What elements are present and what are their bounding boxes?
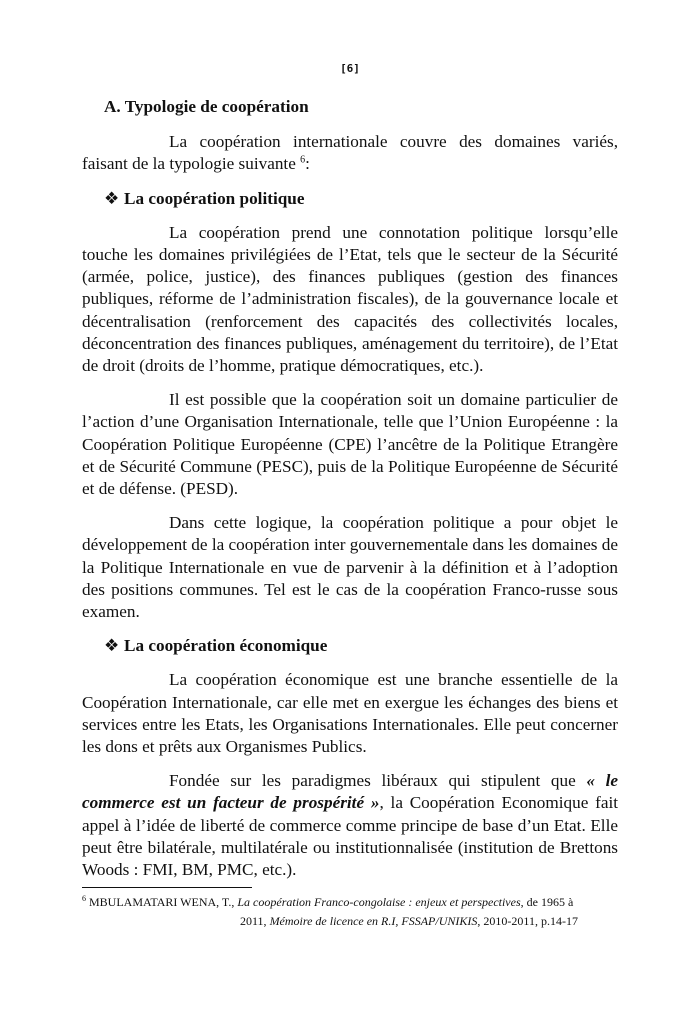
footnote-line-2 <box>82 912 622 931</box>
footnote-year: 2011, <box>240 913 267 928</box>
intro-tail: : <box>305 154 310 174</box>
paragraph: Il est possible que la coopération soit un domaine particulier de l’action d’une Organisation Internationale, telle que l’Union Européenne : la Coopération Politique Européenne (CPE) l’ancêtre de la Politique Etrangère et de Sécurité Commune (PESC), puis de la Politique Européenne de Sécurité et de défense. (PESD). <box>82 390 618 499</box>
intro-paragraph <box>82 131 618 175</box>
diamond-bullet-icon: ❖ <box>104 636 120 656</box>
footnote <box>82 893 622 930</box>
paragraph: La coopération économique est une branche essentielle de la Coopération Internationale, car elle met en exergue les échanges des biens et services entre les Etats, les Organisations Internationales. Elle peut concerner les dons et prêts aux Organismes Publics. <box>82 670 618 757</box>
footnote-line-1 <box>82 893 622 912</box>
page-number: [6] <box>340 62 360 75</box>
quotation: « le commerce est un facteur de prospérité » <box>82 771 619 813</box>
paragraph-with-quote <box>82 770 618 881</box>
footnote-reference[interactable]: 6 <box>300 154 306 166</box>
diamond-bullet-icon: ❖ <box>104 188 120 208</box>
paragraph-end: , la Coopération Economique fait appel à l’idée de liberté de commerce comme principe de base d’un Etat. Elle peut être bilatérale, multilatérale ou institutionnalisée (institution de Brettons Woods : FMI, BM, PMC, etc.). <box>82 793 618 880</box>
paragraph: Dans cette logique, la coopération politique a pour objet le développement de la coopération inter gouvernementale dans les domaines de la Politique Internationale en vue de parvenir à la définition et à l’adoption des positions communes. Tel est le cas de la coopération Franco-russe sous examen. <box>82 513 618 622</box>
footnote-period: , de 1965 à <box>520 895 574 909</box>
section-heading: A. Typologie de coopération <box>104 97 309 116</box>
subheading-politique <box>104 188 618 210</box>
intro-text: La coopération internationale couvre des domaines variés, faisant de la typologie suivante <box>82 132 618 174</box>
subheading-economique-title: La coopération économique <box>124 636 328 656</box>
footnote-title: La coopération Franco-congolaise : enjeux et perspectives <box>237 895 521 909</box>
footnote-rest: , 2010-2011, p.14-17 <box>477 913 578 928</box>
paragraph-start: Fondée sur les paradigmes libéraux qui stipulent que <box>169 771 576 791</box>
subheading-economique <box>104 635 618 657</box>
document-body <box>82 96 618 893</box>
paragraph: La coopération prend une connotation politique lorsqu’elle touche les domaines privilégiées de l’Etat, tels que le secteur de la Sécurité (armée, police, justice), des finances publiques (gestion des finances publiques, réforme de l’administration fiscales), de la gouvernance locale et décentralisation (renforcement des capacités des collectivités locales, déconcentration des finances publiques, aménagement du territoire), de l’Etat de droit (droits de l’homme, pratique démocratiques, etc.). <box>82 222 618 376</box>
footnote-memoire: Mémoire de licence en R.I, FSSAP/UNIKIS <box>269 913 478 928</box>
footnote-number: 6 <box>82 894 86 903</box>
footnote-author: MBULAMATARI WENA, T., <box>89 895 235 909</box>
subheading-politique-title: La coopération politique <box>124 188 305 208</box>
footnote-divider <box>82 887 252 888</box>
